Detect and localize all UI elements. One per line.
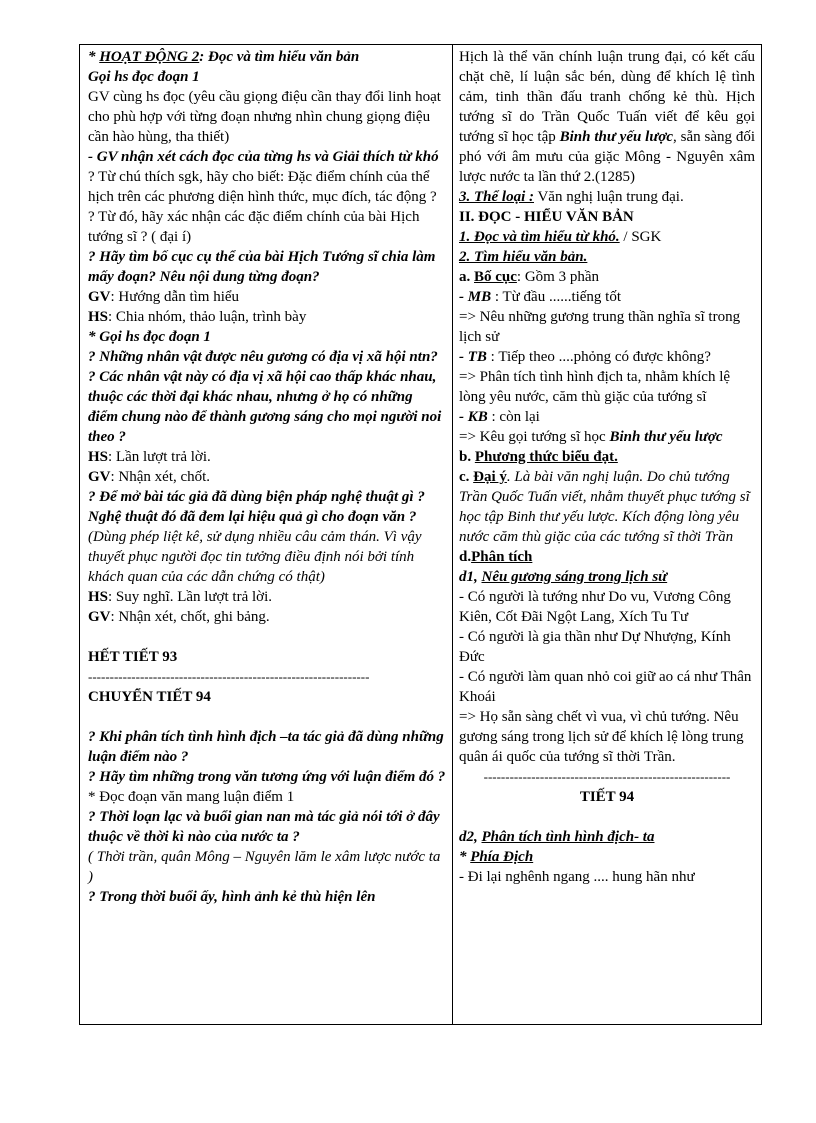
- list-item: - KB : còn lại: [459, 409, 540, 425]
- list-item: => Nêu những gương trung thần nghĩa sĩ trong lịch sử: [459, 309, 741, 345]
- teacher-note: GV: Nhận xét, chốt, ghi bảng.: [88, 609, 270, 625]
- divider: -----------------------------------------------------------------: [88, 669, 370, 684]
- period-heading: TIẾT 94: [579, 789, 635, 805]
- student-note: HS: Suy nghĩ. Lần lượt trả lời.: [88, 589, 272, 605]
- lesson-plan-table: [79, 44, 762, 1025]
- activity-heading: * HOẠT ĐỘNG 2: Đọc và tìm hiểu văn bản: [88, 49, 360, 65]
- subsection-heading: d2, Phân tích tình hình địch- ta: [459, 829, 655, 845]
- list-item: - MB : Từ đầu ......tiếng tốt: [459, 289, 622, 305]
- subsection-heading: * Phía Địch: [459, 849, 534, 865]
- question: ? Trong thời buổi ấy, hình ảnh kẻ thù hiện lên: [88, 889, 376, 905]
- teacher-activity-column: [80, 45, 453, 1024]
- answer-note: (Dùng phép liệt kê, sử dụng nhiều câu cảm thán. Vì vậy thuyết phục người đọc tin tưởng điều định nói bởi tính khách quan của các dẫn chứng có thật): [88, 529, 422, 585]
- paragraph: GV cùng hs đọc (yêu cầu giọng điệu cần thay đổi linh hoạt cho phù hợp với từng đoạn nhưng nhìn chung giọng điệu cần hào hùng, tha thiết): [88, 89, 441, 145]
- list-item: - Có người là gia thần như Dự Nhượng, Kính Đức: [459, 629, 731, 665]
- teacher-note: GV: Nhận xét, chốt.: [88, 469, 211, 485]
- question: ? Hãy tìm những trong văn tương ứng với luận điểm đó ?: [88, 769, 446, 785]
- question: ? Hãy tìm bố cục cụ thể của bài Hịch Tướng sĩ chia làm mấy đoạn? Nêu nội dung từng đoạn?: [88, 249, 436, 285]
- subsection-heading: d1, Nêu gương sáng trong lịch sử: [459, 569, 668, 585]
- period-transition-heading: CHUYỂN TIẾT 94: [88, 689, 211, 705]
- question: ? Những nhân vật được nêu gương có địa vị xã hội ntn?: [88, 349, 438, 365]
- list-item: - TB : Tiếp theo ....phỏng có được không?: [459, 349, 711, 365]
- student-note: HS: Lần lượt trả lời.: [88, 449, 211, 465]
- paragraph: Hịch là thể văn chính luận trung đại, có kết cấu chặt chẽ, lí luận sắc bén, dùng để khích lệ tình cảm, tinh thần đấu tranh chống kẻ thù. Hịch tướng sĩ do Trần Quốc Tuấn viết để kêu gọi tướng sĩ học tập Binh thư yếu lược, sẵn sàng đối phó với âm mưu của giặc Mông - Nguyên xâm lược nước ta lần thứ 2.(1285): [459, 49, 755, 185]
- instruction: - GV nhận xét cách đọc của từng hs và Giải thích từ khó: [88, 149, 439, 165]
- instruction: * Gọi hs đọc đoạn 1: [88, 329, 211, 345]
- divider: ---------------------------------------------------------: [483, 769, 731, 784]
- list-item: - Có người làm quan nhỏ coi giữ ao cá như Thân Khoái: [459, 669, 752, 705]
- question: ? Các nhân vật này có địa vị xã hội cao thấp khác nhau, thuộc các thời đại khác nhau, nhưng ở họ có những điểm chung nào để thành gương sáng cho mọi người noi theo ?: [88, 369, 442, 445]
- question: ? Từ chú thích sgk, hãy cho biết: Đặc điểm chính của thể hịch trên các phương diện hình thức, mục đích, tác động ?: [88, 169, 437, 205]
- list-item: => Kêu gọi tướng sĩ học Binh thư yếu lược: [459, 429, 723, 445]
- section-heading: 2. Tìm hiểu văn bản.: [459, 249, 588, 265]
- list-item: => Họ sẵn sàng chết vì vua, vì chủ tướng. Nêu gương sáng trong lịch sử để khích lệ lòng trung quân ái quốc của tướng sĩ thời Trần.: [459, 709, 744, 765]
- teacher-note: GV: Hướng dẫn tìm hiểu: [88, 289, 240, 305]
- period-end-heading: HẾT TIẾT 93: [88, 649, 178, 665]
- question: ? Từ đó, hãy xác nhận các đặc điểm chính của bài Hịch tướng sĩ ? ( đại í): [88, 209, 420, 245]
- subsection-heading: d.Phân tích: [459, 549, 533, 565]
- section-heading: 1. Đọc và tìm hiểu từ khó. / SGK: [459, 229, 662, 245]
- question: ? Để mở bài tác giả đã dùng biện pháp nghệ thuật gì ? Nghệ thuật đó đã đem lại hiệu quả gì cho đoạn văn ?: [88, 489, 425, 525]
- subsection-paragraph: c. Đại ý. Là bài văn nghị luận. Do chủ tướng Trần Quốc Tuấn viết, nhằm thuyết phục tướng sĩ học tập Binh thư yếu lược. Kích động lòng yêu nước căm thù giặc của các tướng sĩ thời Trần: [459, 469, 750, 545]
- list-item: => Phân tích tình hình địch ta, nhằm khích lệ lòng yêu nước, căm thù giặc của tướng sĩ: [459, 369, 731, 405]
- question: ? Khi phân tích tình hình địch –ta tác giả đã dùng những luận điểm nào ?: [88, 729, 444, 765]
- content-column: [453, 45, 761, 1024]
- instruction: Gọi hs đọc đoạn 1: [88, 69, 200, 85]
- subsection-heading: b. Phương thức biểu đạt.: [459, 449, 618, 465]
- student-note: HS: Chia nhóm, thảo luận, trình bày: [88, 309, 307, 325]
- instruction: * Đọc đoạn văn mang luận điểm 1: [88, 789, 295, 805]
- section-heading: 3. Thể loại : Văn nghị luận trung đại.: [459, 189, 684, 205]
- list-item: - Đi lại nghênh ngang .... hung hãn như: [459, 869, 695, 885]
- question: ? Thời loạn lạc và buổi gian nan mà tác giả nói tới ở đây thuộc về thời kì nào của nước ta ?: [88, 809, 440, 845]
- part-heading: II. ĐỌC - HIỂU VĂN BẢN: [459, 209, 634, 225]
- list-item: - Có người là tướng như Do vu, Vương Công Kiên, Cốt Đãi Ngột Lang, Xích Tu Tư: [459, 589, 731, 625]
- answer-note: ( Thời trần, quân Mông – Nguyên lăm le xâm lược nước ta ): [88, 849, 441, 885]
- subsection-heading: a. Bố cục: Gồm 3 phần: [459, 269, 599, 285]
